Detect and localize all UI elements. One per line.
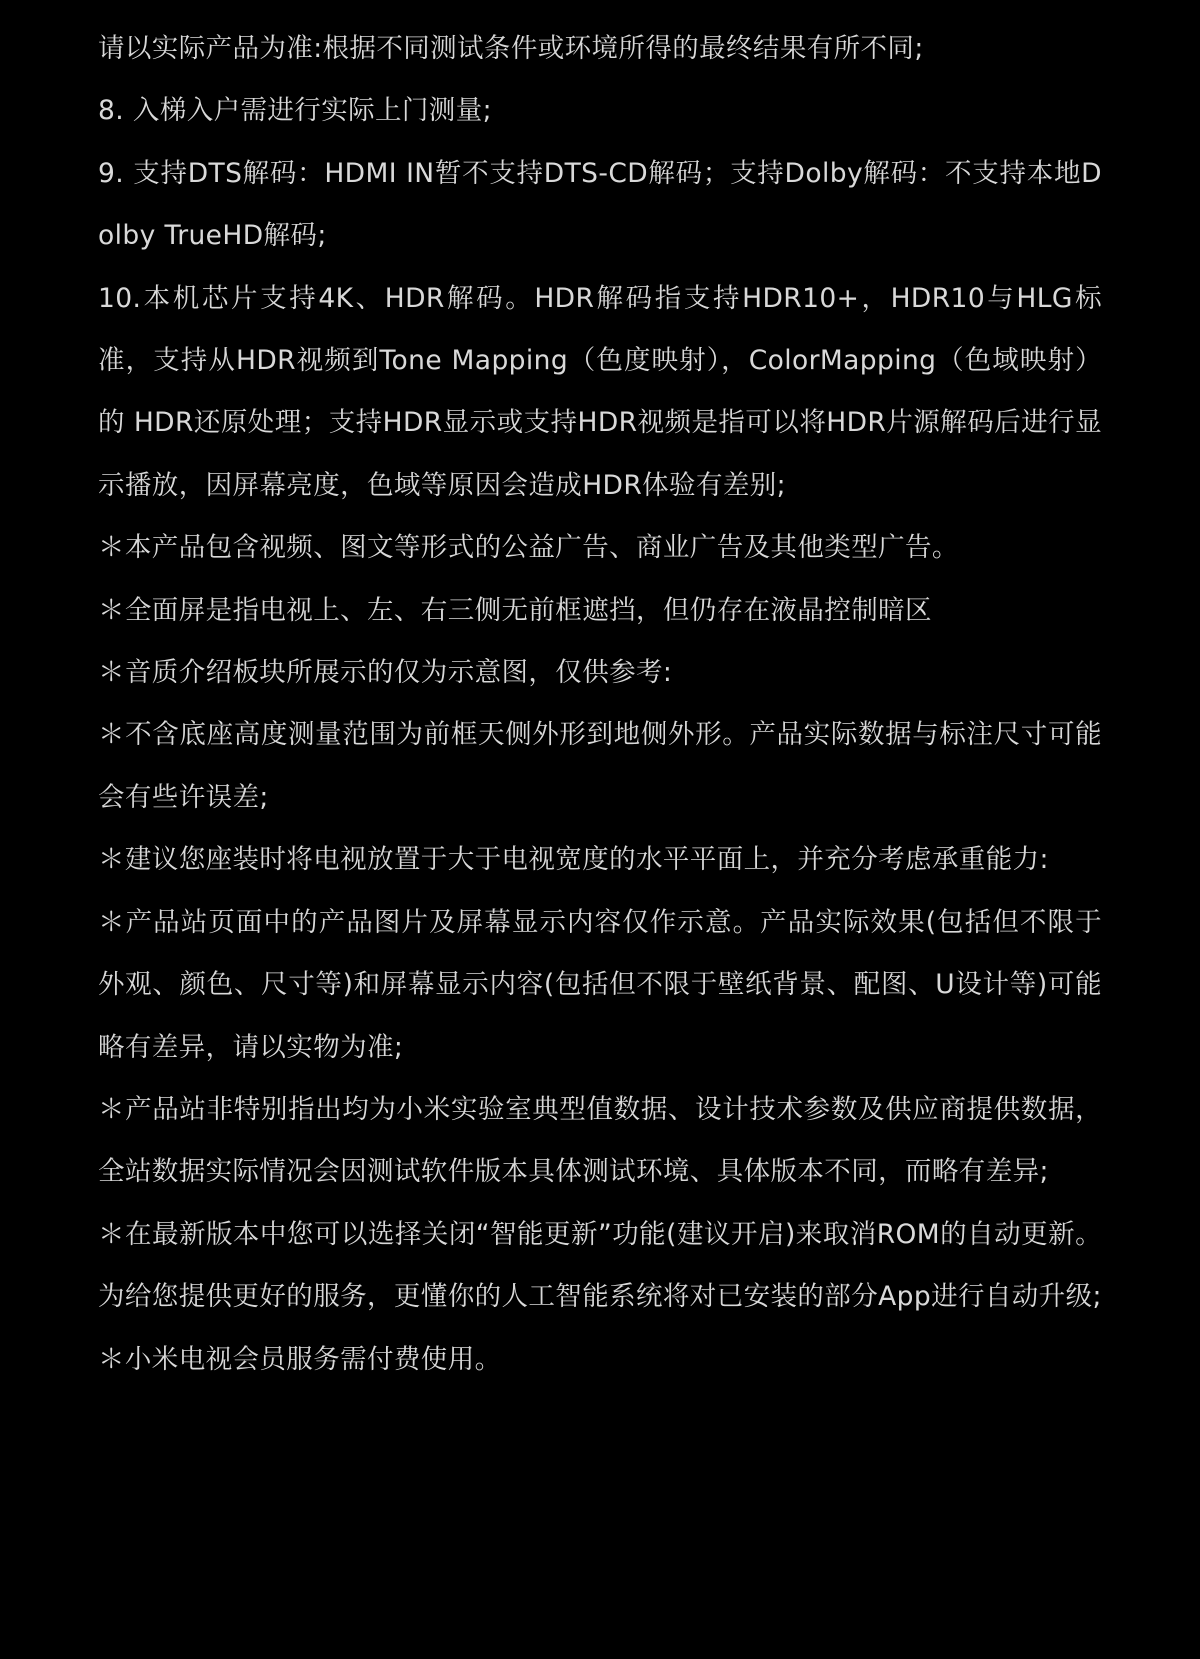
note-8-delivery-measurement: 8. 入梯入户需进行实际上门测量;: [98, 95, 492, 127]
note-lab-data: ＊产品站非特别指出均为小米实验室典型值数据、设计技术参数及供应商提供数据，全站数据实际情况会因测试软件版本具体测试环境、具体版本不同，而略有差异;: [98, 1093, 1102, 1188]
note-full-screen: ＊全面屏是指电视上、左、右三侧无前框遮挡，但仍存在液晶控制暗区: [98, 594, 932, 626]
note-stand-placement: ＊建议您座装时将电视放置于大于电视宽度的水平平面上，并充分考虑承重能力:: [98, 844, 1049, 876]
note-dimensions: ＊不含底座高度测量范围为前框天侧外形到地侧外形。产品实际数据与标注尺寸可能会有些许误差;: [98, 719, 1102, 813]
product-disclaimer-notes: [98, 18, 1102, 1391]
note-sound-quality: ＊音质介绍板块所展示的仅为示意图，仅供参考:: [98, 657, 673, 689]
note-advertising: ＊本产品包含视频、图文等形式的公益广告、商业广告及其他类型广告。: [98, 532, 959, 564]
note-10-hdr-decoding: 10.本机芯片支持4K、HDR解码。HDR解码指支持HDR10+，HDR10与HLG标准，支持从HDR视频到Tone Mapping（色度映射），ColorMapping（色域映射）的 HDR还原处理；支持HDR显示或支持HDR视频是指可以将HDR片源解码后进行显示播放，因屏幕亮度，色域等原因会造成HDR体验有差别;: [98, 282, 1102, 501]
note-smart-update: ＊在最新版本中您可以选择关闭“智能更新”功能(建议开启)来取消ROM的自动更新。为给您提供更好的服务，更懂你的人工智能系统将对已安装的部分App进行自动升级;: [98, 1218, 1102, 1313]
note-9-audio-decoding: 9. 支持DTS解码：HDMI IN暂不支持DTS-CD解码；支持Dolby解码：不支持本地Dolby TrueHD解码;: [98, 157, 1102, 252]
note-test-conditions: 请以实际产品为准:根据不同测试条件或环境所得的最终结果有所不同;: [98, 33, 924, 64]
note-membership-fee: ＊小米电视会员服务需付费使用。: [98, 1343, 502, 1375]
note-product-images: ＊产品站页面中的产品图片及屏幕显示内容仅作示意。产品实际效果(包括但不限于外观、颜色、尺寸等)和屏幕显示内容(包括但不限于壁纸背景、配图、U设计等)可能略有差异，请以实物为准;: [98, 906, 1102, 1063]
